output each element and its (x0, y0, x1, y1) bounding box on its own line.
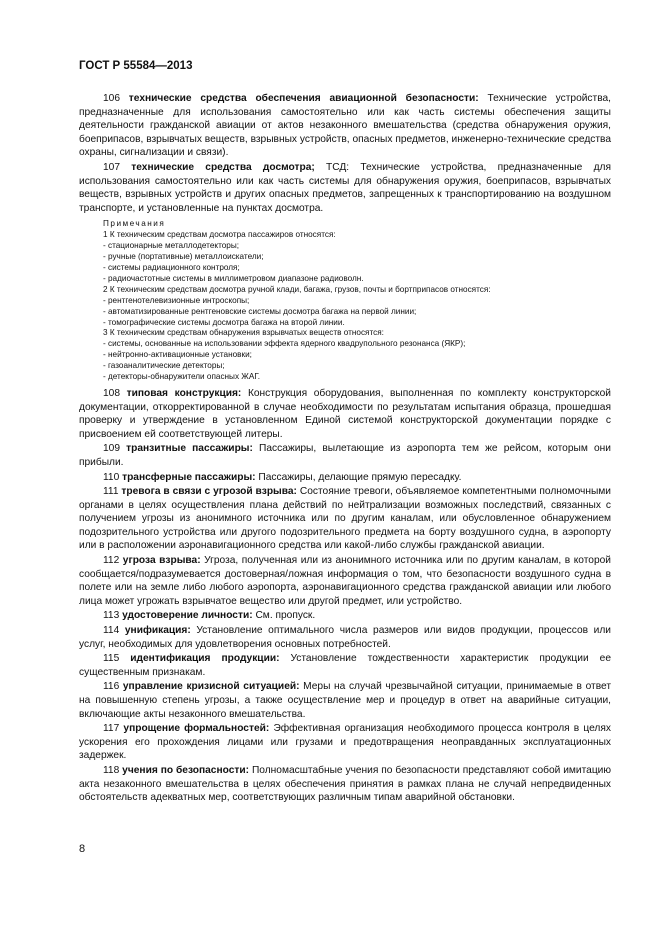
definition-term: унификация: (124, 625, 191, 637)
note-line: - нейтронно-активационные установки; (103, 350, 252, 360)
definition-term: управление кризисной ситуацией: (122, 681, 300, 693)
definition-111 (79, 485, 611, 553)
definition-107 (79, 161, 611, 215)
definition-text: Состояние тревоги, объявляемое компетентными полномочными органами в целях осуществления плана действий по нейтрализации возможных последствий, связанных с получением угрозы из анонимного источника или по другим каналам, или обусловленное обнаружением подозрительного устройства или другого подозрительного предмета на борту воздушного судна, в аэропорту или в расположении аэронавигационного средства или какой-либо службы гражданской авиации. (79, 486, 611, 552)
note-line: - ручные (портативные) металлоискатели; (103, 252, 264, 262)
definition-number: 106 (103, 93, 120, 104)
definition-number: 114 (103, 625, 120, 637)
definition-113 (79, 609, 611, 623)
definition-112 (79, 554, 611, 608)
definition-text: Эффективная организация необходимого процесса контроля в целях ускорения его прохождения лицами или грузами и предотвращения неоправданных эксплуатационных задержек. (79, 723, 611, 762)
definition-number: 113 (103, 610, 120, 622)
definition-number: 107 (103, 161, 120, 173)
definition-text: Конструкция оборудования, выполненная по комплекту конструкторской документации, откорректированной в случае необходимости по результатам испытания образца, прошедшая проверку и утверждение в установленном Единой системой конструкторской документации порядке с присвоением ей соответствующей литеры. (79, 387, 611, 440)
note-line: 2 К техническим средствам досмотра ручной клади, багажа, грузов, почты и бортприпасов относятся: (103, 284, 491, 294)
definition-text: Угроза, полученная или из анонимного источника или по другим каналам, в которой сообщается/подразумевается достоверная/ложная информация о том, что безопасности воздушного судна в полете или на земле либо любого аэропорта, аэронавигационного средства гражданской авиации или любого лица может угрожать взрывчатое вещество или другой предмет, или устройство. (79, 555, 611, 607)
definition-text: Полномасштабные учения по безопасности представляют собой имитацию акта незаконного вмешательства в целях обеспечения принятия в рамках плана не случай непредвиденных обстоятельств адекватных мер, соответствующих различным типам аварийной обстановки. (79, 764, 611, 804)
definition-text: Пассажиры, делающие прямую пересадку. (258, 471, 462, 483)
page-number: 8 (79, 843, 86, 855)
definition-text: Установление оптимального числа размеров или видов продукции, процессов или услуг, необходимых для удовлетворения основных потребностей. (79, 625, 611, 650)
sections-after-notes (79, 387, 611, 805)
definition-118 (79, 764, 611, 805)
definition-number: 110 (103, 471, 120, 483)
sections-before-notes (79, 92, 611, 215)
definition-term: трансферные пассажиры: (122, 471, 256, 483)
definition-text: Установление тождественности характеристик продукции ее существенным признакам. (79, 653, 611, 678)
note-line: - рентгенотелевизионные интроскопы; (103, 295, 250, 305)
definition-term: технические средства досмотра; (131, 161, 315, 173)
definition-116 (79, 680, 611, 721)
definition-number: 115 (103, 653, 120, 665)
definition-term: типовая конструкция: (126, 387, 242, 399)
definition-110 (79, 471, 611, 485)
definition-number: 117 (103, 723, 120, 735)
note-line: 1 К техническим средствам досмотра пассажиров относятся: (103, 230, 336, 240)
definition-115 (79, 652, 611, 679)
note-line: 3 К техническим средствам обнаружения взрывчатых веществ относятся: (103, 328, 384, 338)
definition-term: учения по безопасности: (122, 764, 250, 776)
definition-text: См. пропуск. (255, 610, 316, 622)
note-line: - детекторы-обнаружители опасных ЖАГ. (103, 372, 261, 382)
definition-term: удостоверение личности: (122, 610, 253, 622)
definition-text: Пассажиры, вылетающие из аэропорта тем же рейсом, которым они прибыли. (79, 443, 611, 468)
definition-term: угроза взрыва: (122, 555, 201, 567)
definition-109 (79, 442, 611, 469)
definition-number: 116 (103, 681, 120, 693)
note-line: - автоматизированные рентгеновские системы досмотра багажа на первой линии; (103, 306, 417, 316)
notes-lines (103, 230, 611, 383)
document-body (79, 92, 611, 806)
definition-text: Технические устройства, предназначенные для использования самостоятельно или как часть системы обеспечения защиты деятельности гражданской авиации от актов незаконного вмешательства (средства обнаружения оружия, боеприпасов, взрывчатых веществ, взрывных устройств, опасных предметов, инженерно-технические средства охраны, сигнализации и связи). (79, 93, 611, 159)
note-line: - системы, основанные на использовании эффекта ядерного квадрупольного резонанса (ЯКР); (103, 339, 466, 349)
definition-114 (79, 624, 611, 651)
note-line: - стационарные металлодетекторы; (103, 241, 239, 251)
definition-number: 111 (103, 486, 119, 498)
definition-text: Меры на случай чрезвычайной ситуации, принимаемые в ответ на повышенную степень угрозы, а также осуществление мер и процедур в ответ на аварийные ситуации, включающие акты незаконного вмешательства. (79, 681, 611, 720)
definition-number: 118 (103, 764, 120, 776)
note-line: - радиочастотные системы в миллиметровом диапазоне радиоволн. (103, 273, 364, 283)
definition-term: тревога в связи с угрозой взрыва: (121, 486, 297, 498)
note-line: - газоаналитические детекторы; (103, 361, 225, 371)
definition-108 (79, 387, 611, 441)
notes-title: Примечания (103, 219, 166, 229)
notes-block (79, 219, 611, 383)
note-line: - томографические системы досмотра багажа на второй линии. (103, 317, 345, 327)
document-header: ГОСТ Р 55584—2013 (79, 60, 193, 72)
definition-term: транзитные пассажиры: (126, 443, 253, 455)
note-line: - системы радиационного контроля; (103, 262, 240, 272)
definition-term: технические средства обеспечения авиационной безопасности: (128, 93, 479, 104)
definition-term: идентификация продукции: (130, 653, 280, 665)
definition-text: ТСД: Технические устройства, предназначенные для использования самостоятельно или как часть системы для обнаружения оружия, боеприпасов, взрывчатых веществ, взрывных устройств и других опасных предметов, запрещенных к транспортированию на воздушном транспорте, и установленные на пунктах досмотра. (79, 161, 611, 214)
definition-117 (79, 722, 611, 763)
definition-106 (79, 92, 611, 160)
definition-term: упрощение формальностей: (123, 723, 270, 735)
definition-number: 108 (103, 387, 120, 399)
definition-number: 112 (103, 555, 120, 567)
definition-number: 109 (103, 443, 120, 455)
